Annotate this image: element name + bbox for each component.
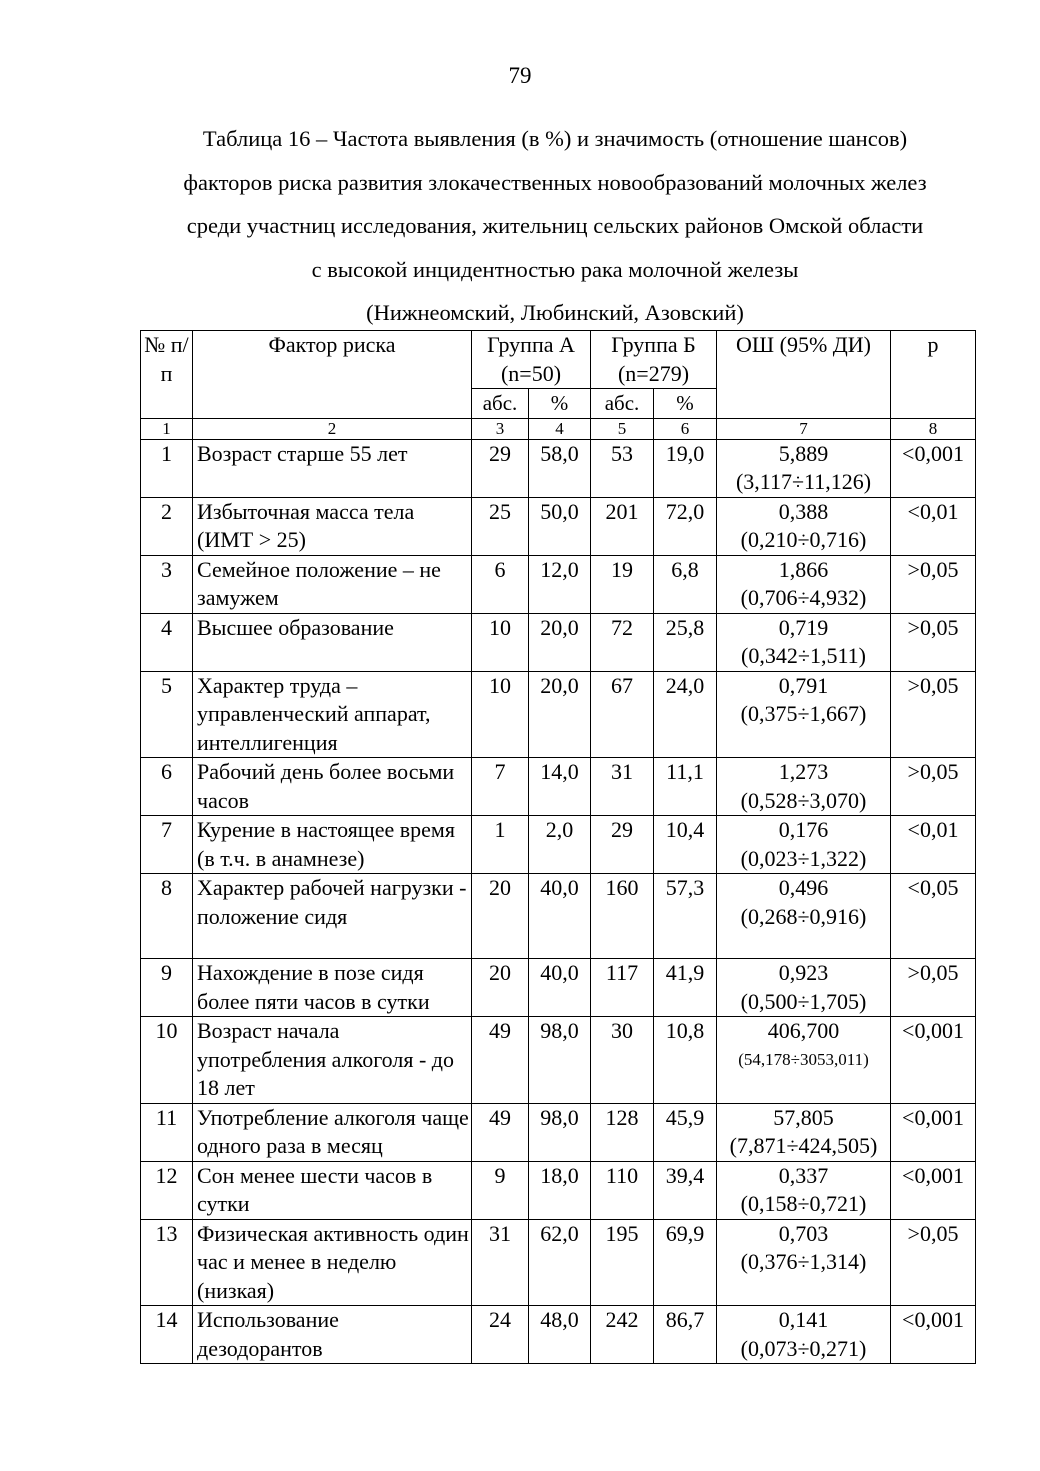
table-header-row [141,331,976,389]
header-group-b: Группа Б (n=279) [591,331,717,389]
caption-line: с высокой инцидентностью рака молочной железы [311,256,799,282]
table-caption [130,117,980,335]
group-a-pct: 50,0 [529,497,591,555]
p-value: <0,01 [891,816,976,874]
odds-ratio [717,1219,891,1306]
group-a-pct: 98,0 [529,1017,591,1104]
table-row [141,1017,976,1104]
group-b-pct: 6,8 [654,555,717,613]
group-b-abs: 201 [591,497,654,555]
group-a-pct: 40,0 [529,959,591,1017]
confidence-interval: (0,500÷1,705) [740,988,867,1014]
p-value: >0,05 [891,758,976,816]
group-b-pct: 86,7 [654,1306,717,1364]
caption-line: факторов риска развития злокачественных новообразований молочных желез [183,169,927,195]
p-value: <0,01 [891,497,976,555]
header-num: № п/п [141,331,193,419]
risk-factor: Физическая активность один час и менее в неделю (низкая) [193,1219,472,1306]
group-b-abs: 160 [591,874,654,959]
group-b-abs: 72 [591,613,654,671]
group-a-abs: 10 [472,671,529,758]
group-a-pct: 18,0 [529,1161,591,1219]
risk-factor: Характер труда – управленческий аппарат, интеллигенция [193,671,472,758]
group-a-abs: 49 [472,1103,529,1161]
confidence-interval: (0,023÷1,322) [740,845,867,871]
confidence-interval: (54,178÷3053,011) [738,1049,869,1069]
group-a-pct: 98,0 [529,1103,591,1161]
group-a-abs: 49 [472,1017,529,1104]
column-number: 5 [591,418,654,439]
group-b-pct: 11,1 [654,758,717,816]
confidence-interval: (0,268÷0,916) [740,903,867,929]
column-number: 3 [472,418,529,439]
row-number: 12 [141,1161,193,1219]
odds-ratio [717,671,891,758]
group-a-pct: 12,0 [529,555,591,613]
group-a-pct: 48,0 [529,1306,591,1364]
group-a-abs: 1 [472,816,529,874]
row-number: 14 [141,1306,193,1364]
odds-ratio-value: 1,273 [778,759,829,784]
odds-ratio-value: 0,141 [778,1307,829,1332]
group-b-abs: 67 [591,671,654,758]
risk-factor: Возраст старше 55 лет [193,439,472,497]
table-row [141,439,976,497]
risk-factor: Использование дезодорантов [193,1306,472,1364]
p-value: >0,05 [891,959,976,1017]
odds-ratio [717,497,891,555]
group-b-abs: 29 [591,816,654,874]
group-b-pct: 69,9 [654,1219,717,1306]
group-b-abs: 110 [591,1161,654,1219]
group-b-abs: 117 [591,959,654,1017]
header-factor: Фактор риска [193,331,472,419]
confidence-interval: (0,158÷0,721) [740,1191,867,1216]
p-value: <0,001 [891,439,976,497]
column-number: 6 [654,418,717,439]
group-a-abs: 9 [472,1161,529,1219]
row-number: 5 [141,671,193,758]
risk-factor: Сон менее шести часов в сутки [193,1161,472,1219]
subheader-pct-b: % [654,389,717,419]
group-b-pct: 25,8 [654,613,717,671]
column-number: 1 [141,418,193,439]
odds-ratio-value: 57,805 [773,1104,834,1130]
group-a-abs: 20 [472,959,529,1017]
table-row [141,1219,976,1306]
odds-ratio-value: 0,703 [778,1220,829,1246]
group-b-abs: 31 [591,758,654,816]
caption-line: среди участниц исследования, жительниц сельских районов Омской области [186,213,924,239]
odds-ratio-value: 0,388 [778,498,829,524]
risk-factor: Избыточная масса тела (ИМТ > 25) [193,497,472,555]
row-number: 1 [141,439,193,497]
row-number: 13 [141,1219,193,1306]
odds-ratio-value: 0,923 [778,960,829,985]
odds-ratio [717,1306,891,1364]
subheader-abs-b: абс. [591,389,654,419]
header-group-a: Группа А (n=50) [472,331,591,389]
group-b-pct: 10,8 [654,1017,717,1104]
group-a-abs: 6 [472,555,529,613]
risk-factor: Курение в настоящее время (в т.ч. в анамнезе) [193,816,472,874]
row-number: 9 [141,959,193,1017]
row-number: 3 [141,555,193,613]
odds-ratio [717,1161,891,1219]
group-b-abs: 195 [591,1219,654,1306]
group-a-pct: 20,0 [529,613,591,671]
confidence-interval: (7,871÷424,505) [729,1133,878,1158]
group-b-abs: 30 [591,1017,654,1104]
row-number: 2 [141,497,193,555]
p-value: <0,001 [891,1103,976,1161]
page-number: 79 [508,63,532,88]
p-value: <0,001 [891,1306,976,1364]
subheader-abs-a: абс. [472,389,529,419]
group-a-abs: 29 [472,439,529,497]
p-value: >0,05 [891,1219,976,1306]
group-a-pct: 40,0 [529,874,591,959]
odds-ratio [717,439,891,497]
p-value: >0,05 [891,555,976,613]
table-body [141,439,976,1364]
table-row [141,1103,976,1161]
column-number: 2 [193,418,472,439]
row-number: 10 [141,1017,193,1104]
p-value: <0,001 [891,1017,976,1104]
confidence-interval: (0,073÷0,271) [740,1335,867,1361]
odds-ratio [717,816,891,874]
risk-factor: Семейное положение – не замужем [193,555,472,613]
column-number: 8 [891,418,976,439]
group-b-pct: 45,9 [654,1103,717,1161]
group-a-pct: 14,0 [529,758,591,816]
table-row [141,555,976,613]
confidence-interval: (3,117÷11,126) [735,469,872,494]
table-row [141,758,976,816]
row-number: 7 [141,816,193,874]
odds-ratio [717,1103,891,1161]
group-a-pct: 20,0 [529,671,591,758]
group-a-abs: 24 [472,1306,529,1364]
group-b-abs: 53 [591,439,654,497]
p-value: >0,05 [891,671,976,758]
group-b-abs: 128 [591,1103,654,1161]
odds-ratio-value: 0,496 [778,875,829,900]
p-value: <0,001 [891,1161,976,1219]
row-number: 4 [141,613,193,671]
odds-ratio [717,555,891,613]
confidence-interval: (0,375÷1,667) [740,701,867,726]
p-value: >0,05 [891,613,976,671]
odds-ratio [717,613,891,671]
risk-factor: Возраст начала употребления алкоголя - до 18 лет [193,1017,472,1104]
group-b-pct: 57,3 [654,874,717,959]
table-row [141,613,976,671]
p-value: <0,05 [891,874,976,959]
confidence-interval: (0,210÷0,716) [740,527,867,552]
odds-ratio [717,959,891,1017]
odds-ratio-value: 0,176 [778,817,829,842]
group-b-pct: 19,0 [654,439,717,497]
odds-ratio-value: 0,791 [778,672,829,698]
column-number: 4 [529,418,591,439]
odds-ratio-value: 406,700 [767,1018,840,1043]
table-row [141,671,976,758]
group-b-pct: 10,4 [654,816,717,874]
confidence-interval: (0,342÷1,511) [741,643,866,668]
confidence-interval: (0,528÷3,070) [740,787,867,813]
risk-factor: Высшее образование [193,613,472,671]
table-row [141,874,976,959]
column-number-row [141,418,976,439]
row-number: 11 [141,1103,193,1161]
caption-line: (Нижнеомский, Любинский, Азовский) [366,300,744,326]
group-a-abs: 31 [472,1219,529,1306]
subheader-pct-a: % [529,389,591,419]
table-row [141,816,976,874]
group-b-abs: 242 [591,1306,654,1364]
odds-ratio-value: 5,889 [778,440,829,466]
group-b-pct: 24,0 [654,671,717,758]
risk-factor: Нахождение в позе сидя более пяти часов в сутки [193,959,472,1017]
caption-line: Таблица 16 – Частота выявления (в %) и значимость (отношение шансов) [202,126,908,151]
table-row [141,1306,976,1364]
group-a-pct: 2,0 [529,816,591,874]
risk-factor: Употребление алкоголя чаще одного раза в месяц [193,1103,472,1161]
odds-ratio [717,758,891,816]
group-a-abs: 20 [472,874,529,959]
header-p: р [891,331,976,419]
odds-ratio [717,874,891,959]
odds-ratio-value: 1,866 [778,556,829,582]
table-row [141,1161,976,1219]
odds-ratio-value: 0,337 [778,1162,829,1188]
group-a-pct: 62,0 [529,1219,591,1306]
risk-factors-table [140,330,976,1364]
group-a-abs: 25 [472,497,529,555]
odds-ratio-value: 0,719 [778,614,829,640]
group-b-pct: 41,9 [654,959,717,1017]
risk-factor: Рабочий день более восьми часов [193,758,472,816]
group-a-pct: 58,0 [529,439,591,497]
group-b-pct: 72,0 [654,497,717,555]
odds-ratio [717,1017,891,1104]
table-row [141,959,976,1017]
header-odds-ratio: ОШ (95% ДИ) [717,331,891,419]
column-number: 7 [717,418,891,439]
group-b-abs: 19 [591,555,654,613]
table-row [141,497,976,555]
group-a-abs: 7 [472,758,529,816]
confidence-interval: (0,376÷1,314) [740,1249,867,1274]
group-b-pct: 39,4 [654,1161,717,1219]
row-number: 8 [141,874,193,959]
confidence-interval: (0,706÷4,932) [740,585,867,610]
group-a-abs: 10 [472,613,529,671]
risk-factor: Характер рабочей нагрузки - положение сидя [193,874,472,959]
row-number: 6 [141,758,193,816]
